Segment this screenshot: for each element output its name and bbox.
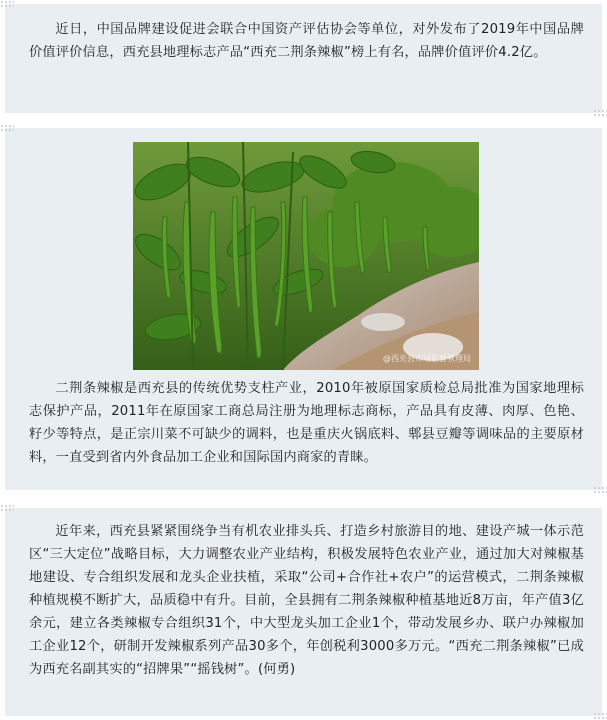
development-paragraph: 近年来，西充县紧紧围绕争当有机农业排头兵、打造乡村旅游目的地、建设产城一体示范区“三大定位”战略目标，大力调整农业产业结构，积极发展特色农业产业，通过加大对辣椒基地建设、专合组织发展和龙头企业扶植，采取“公司+合作社+农户”的运营模式，二荆条辣椒种植规模不断扩大，品质稳中有升。目前，全县拥有二荆条辣椒种植基地近8万亩，年产值3亿余元，建立各类辣椒专合组织31个，中大型龙头加工企业1个，带动发展乡办、联户办辣椒加工企业12个，研制开发辣椒系列产品30多个，年创税利3000多万元。“西充二荆条辣椒”已成为西充名副其实的“招牌果”“摇钱树”。(何勇) xyxy=(29,524,584,677)
development-card xyxy=(5,508,602,716)
profile-paragraph: 二荆条辣椒是西充县的传统优势支柱产业，2010年被原国家质检总局批准为国家地理标志保护产品，2011年在原国家工商总局注册为地理标志商标，产品具有皮薄、肉厚、色艳、籽少等特点，是正宗川菜不可缺少的调料，也是重庆火锅底料、郫县豆瓣等调味品的主要原材料，一直受到省内外食品加工企业和国际国内商家的青睐。 xyxy=(29,381,584,465)
corner-dots-decoration xyxy=(0,0,14,8)
pepper-field-photo xyxy=(133,142,479,370)
photo-watermark: @西充县市场监督管理局 xyxy=(383,354,471,363)
corner-dots-decoration xyxy=(0,124,14,132)
profile-card xyxy=(5,128,602,490)
pepper-plants-illustration xyxy=(133,142,479,370)
corner-dots-decoration xyxy=(593,486,607,494)
intro-paragraph: 近日，中国品牌建设促进会联合中国资产评估协会等单位，对外发布了2019年中国品牌价值评价信息，西充县地理标志产品“西充二荆条辣椒”榜上有名，品牌价值评价4.2亿。 xyxy=(29,22,584,60)
intro-card xyxy=(5,4,602,113)
corner-dots-decoration xyxy=(0,504,14,512)
corner-dots-decoration xyxy=(593,109,607,117)
